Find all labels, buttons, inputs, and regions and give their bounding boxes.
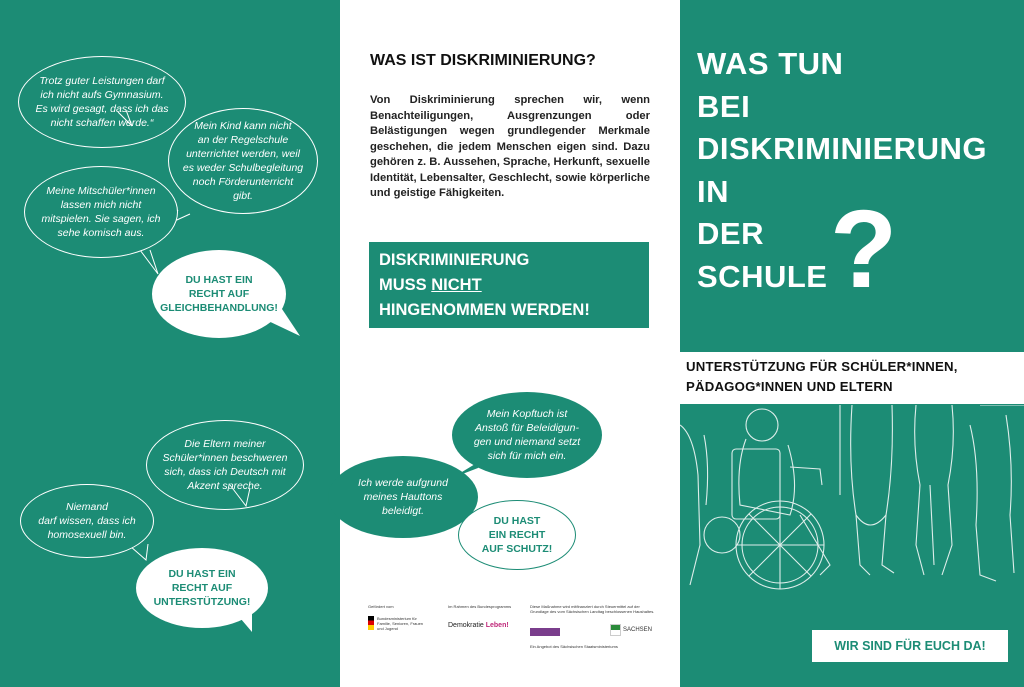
wir-sind-fuer-euch-da-label: WIR SIND FÜR EUCH DA! <box>812 630 1008 662</box>
box-line-1: DISKRIMINIERUNG <box>379 251 530 269</box>
ministry-name: Bundesministerium für Familie, Senioren, Frauen und Jugend <box>377 616 424 631</box>
title-line: WAS TUN <box>697 46 844 81</box>
quote-bubble-mitspielen: Meine Mitschüler*innen lassen mich nicht mitspielen. Sie sagen, ich sehe komisch aus. <box>24 166 178 258</box>
quote-bubble-hautton: Ich werde aufgrund meines Hauttons beleidigt. <box>328 456 478 538</box>
federal-eagle-icon <box>368 616 374 630</box>
programme-label: Im Rahmen des Bundesprogramms <box>448 604 512 609</box>
title-line: SCHULE <box>697 258 828 294</box>
funding-note: Diese Maßnahme wird mitfinanziert durch Steuermittel auf der Grundlage des vom Sächsischen Landtag beschlossenen Haushaltes. <box>530 604 655 614</box>
title-line: DISKRIMINIERUNG <box>697 131 987 166</box>
quote-bubble-kopftuch: Mein Kopftuch ist Anstoß für Beleidigun- gen und niemand setzt sich für mich ein. <box>452 392 602 478</box>
sachsen-crest-icon <box>610 624 621 636</box>
right-bubble-schutz: DU HAST EIN RECHT AUF SCHUTZ! <box>458 500 576 570</box>
middle-bubble-tails <box>340 0 680 687</box>
middle-panel <box>340 0 680 687</box>
question-mark-icon: ? <box>830 188 898 311</box>
landtag-logo-icon <box>530 628 560 636</box>
subtitle: UNTERSTÜTZUNG FÜR SCHÜLER*INNEN, PÄDAGOG*INNEN UND ELTERN <box>686 359 958 394</box>
title-line: DER <box>697 216 764 251</box>
right-panel <box>680 0 1024 687</box>
title-line: IN <box>697 173 729 209</box>
quote-bubble-gymnasium: Trotz guter Leistungen darf ich nicht aufs Gymnasium. Es wird gesagt, dass ich das nicht schaffen werde.“ <box>18 56 186 148</box>
section-heading: WAS IST DISKRIMINIERUNG? <box>370 52 596 69</box>
demokratie-leben-logo: Demokratie Leben! <box>448 622 509 629</box>
title-line: BEI <box>697 88 751 124</box>
left-panel <box>0 0 340 687</box>
people-illustration <box>680 405 1024 655</box>
right-bubble-gleichbehandlung: DU HAST EIN RECHT AUF GLEICHBEHANDLUNG! <box>152 250 286 338</box>
right-bubble-unterstuetzung: DU HAST EIN RECHT AUF UNTERSTÜTZUNG! <box>136 548 268 628</box>
box-line-2: MUSS NICHT <box>379 276 482 294</box>
quote-bubble-homosexuell: Niemand darf wissen, dass ich homosexuell bin. <box>20 484 154 558</box>
quote-bubble-regelschule: Mein Kind kann nicht an der Regelschule unterrichtet werden, weil es weder Schulbegleitung noch Förderunterricht gibt. <box>168 108 318 214</box>
logo-footer: Ein Angebot des Sächsischen Staatsministeriums <box>530 644 618 649</box>
quote-bubble-akzent: Die Eltern meiner Schüler*innen beschweren sich, dass ich Deutsch mit Akzent spreche. <box>146 420 304 510</box>
sponsor-label: Gefördert vom <box>368 604 394 609</box>
box-line-3: HINGENOMMEN WERDEN! <box>379 301 590 319</box>
sponsor-logos <box>368 604 658 654</box>
sachsen-label: SACHSEN <box>623 627 653 633</box>
definition-paragraph: Von Diskriminierung sprechen wir, wenn Benachteiligungen, Ausgrenzungen oder Belästigungen wegen grundlegender Merkmale geschehen, die jedem Menschen eigen sind. Dazu gehören z. B. Aussehen, Sprache, Herkunft, sexuelle Identität, Lebensalter, Geschlecht, sowie körperliche und geistige Fähigkeiten. <box>370 94 650 199</box>
